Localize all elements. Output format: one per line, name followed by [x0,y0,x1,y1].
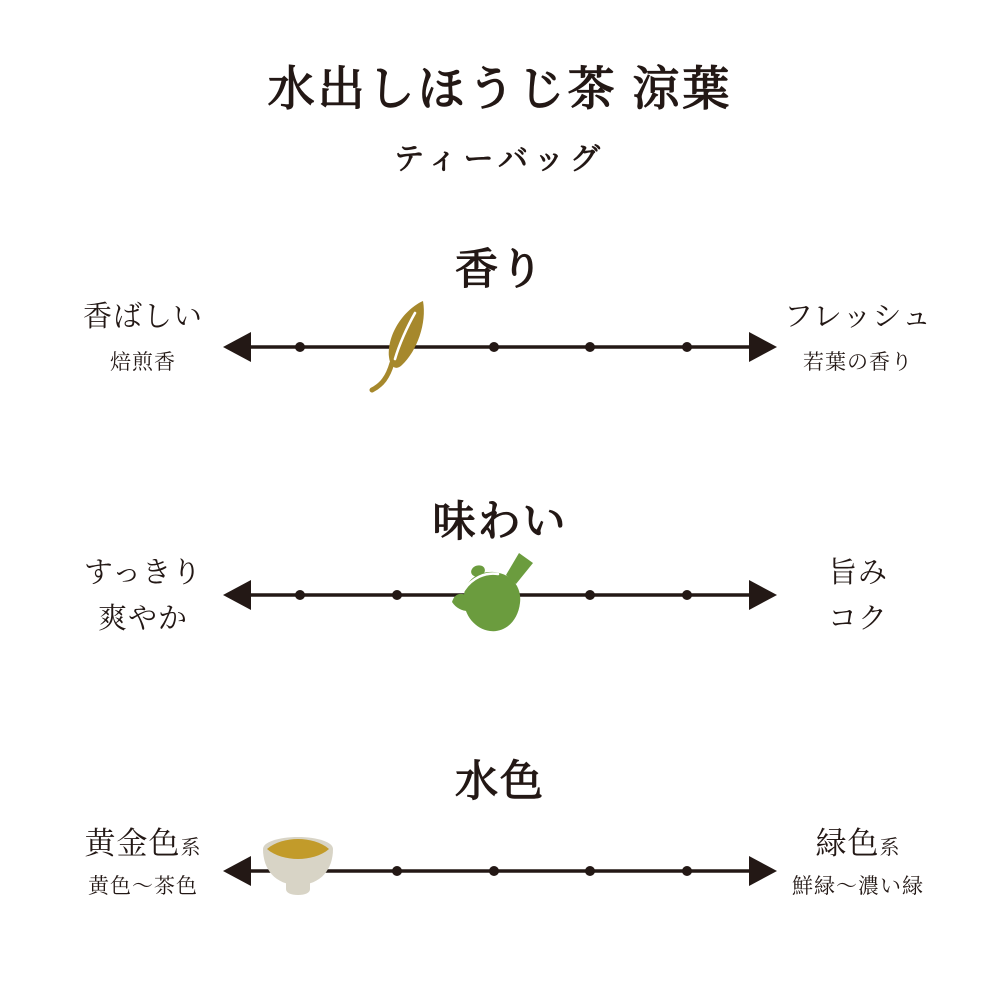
scale-color-left-sublabel: 黄色〜茶色 [88,875,198,898]
page-title: 水出しほうじ茶 涼葉 [267,64,733,116]
scale-color-right-main: 緑色 [815,826,880,861]
axis-dot [489,866,499,876]
scale-taste-right-line1: 旨み [827,557,888,589]
teacup-icon [259,831,337,899]
axis-dot [682,866,692,876]
right-arrow-icon [749,332,777,362]
left-arrow-icon [223,856,251,886]
scale-aroma-axis [220,325,780,369]
scale-color-title: 水色 [455,759,545,806]
left-arrow-icon [223,580,251,610]
scale-aroma-title: 香り [455,247,545,294]
right-arrow-icon [749,856,777,886]
axis-dot [585,342,595,352]
scale-taste-right-label [748,550,968,642]
scale-color-right-label [748,828,968,859]
scale-taste-left-line1: すっきり [83,557,203,589]
scale-color-right-sublabel: 鮮緑〜濃い緑 [792,875,924,898]
leaf-icon [366,299,434,393]
scale-aroma-right-sublabel: 若葉の香り [803,351,913,374]
scale-color-left-suffix: 系 [180,837,202,859]
scale-taste-left-line2: 爽やか [97,603,188,635]
axis-dot [489,342,499,352]
scale-taste-right-line2: コク [827,603,888,635]
axis-dot [682,342,692,352]
axis-dot [585,590,595,600]
scale-aroma-left-sublabel: 焙煎香 [110,351,176,374]
axis-dot [295,342,305,352]
scale-taste-title: 味わい [432,499,568,546]
right-arrow-icon [749,580,777,610]
page-subtitle: ティーバッグ [393,143,607,176]
left-arrow-icon [223,332,251,362]
axis-dot [392,590,402,600]
axis-dot [585,866,595,876]
scale-aroma-right-label: フレッシュ [784,301,932,333]
teapot-icon [452,549,542,637]
scale-color-right-suffix: 系 [879,837,901,859]
axis-dot [392,866,402,876]
scale-aroma-left-label: 香ばしい [82,301,203,333]
axis-dot [682,590,692,600]
axis-dot [295,590,305,600]
scale-color-left-main: 黄金色 [84,826,181,861]
